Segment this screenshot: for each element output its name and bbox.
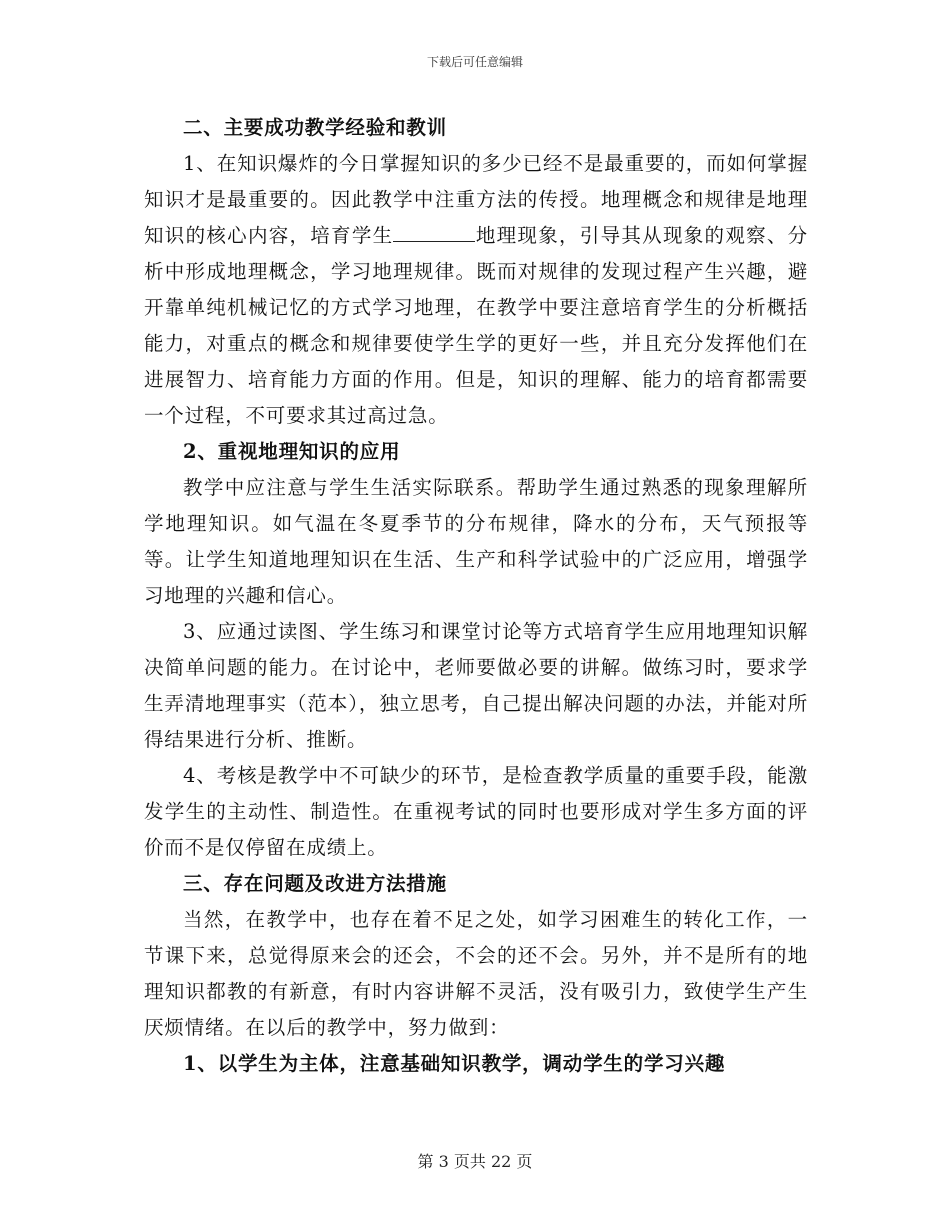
paragraph-text-before-blank: 1、在知识爆炸的今日掌握知识的多少已经不是最重要的，而如何掌握知识才是最重要的。因此教学中注重方法的传授。地理概念和规律是地理知识的核心内容，培育学生 bbox=[144, 152, 808, 247]
section-heading-3: 三、存在问题及改进方法措施 bbox=[183, 872, 447, 895]
section-heading-2: 二、主要成功教学经验和教训 bbox=[183, 116, 447, 139]
paragraph-text-after-blank: 地理现象，引导其从现象的观察、分析中形成地理概念，学习地理规律。既而对规律的发现过程产生兴趣，避开靠单纯机械记忆的方式学习地理，在教学中要注意培育学生的分析概括能力，对重点的概念和规律要使学生学的更好一些，并且充分发挥他们在进展智力、培育能力方面的作用。但是，知识的理解、能力的培育都需要一个过程，不可要求其过高过急。 bbox=[144, 224, 808, 427]
paragraph-life-connection: 教学中应注意与学生生活实际联系。帮助学生通过熟悉的现象理解所学地理知识。如气温在冬夏季节的分布规律，降水的分布，天气预报等等。让学生知道地理知识在生活、生产和科学试验中的广泛应用，增强学习地理的兴趣和信心。 bbox=[144, 476, 808, 607]
page-header: 下载后可任意编辑 bbox=[426, 55, 523, 69]
page-footer-page-number: 第 3 页共 22 页 bbox=[417, 1152, 533, 1171]
paragraph-problem-solving: 3、应通过读图、学生练习和课堂讨论等方式培育学生应用地理知识解决简单问题的能力。在讨论中，老师要做必要的讲解。做练习时，要求学生弄清地理事实（范本），独立思考，自己提出解决问题的办法，并能对所得结果进行分析、推断。 bbox=[144, 620, 808, 751]
subheading-geography-application: 2、重视地理知识的应用 bbox=[183, 440, 401, 463]
fill-in-blank-line bbox=[393, 240, 475, 242]
paragraph-assessment: 4、考核是教学中不可缺少的环节，是检查教学质量的重要手段，能激发学生的主动性、制造性。在重视考试的同时也要形成对学生多方面的评价而不是仅停留在成绩上。 bbox=[144, 764, 808, 859]
subheading-student-centered: 1、以学生为主体，注意基础知识教学，调动学生的学习兴趣 bbox=[183, 1052, 726, 1075]
document-body bbox=[144, 110, 808, 1110]
paragraph-shortcomings: 当然，在教学中，也存在着不足之处，如学习困难生的转化工作，一节课下来，总觉得原来会的还会，不会的还不会。另外，并不是所有的地理知识都教的有新意，有时内容讲解不灵活，没有吸引力，致使学生产生厌烦情绪。在以后的教学中，努力做到： bbox=[144, 908, 808, 1039]
paragraph-method-teaching bbox=[144, 146, 808, 434]
